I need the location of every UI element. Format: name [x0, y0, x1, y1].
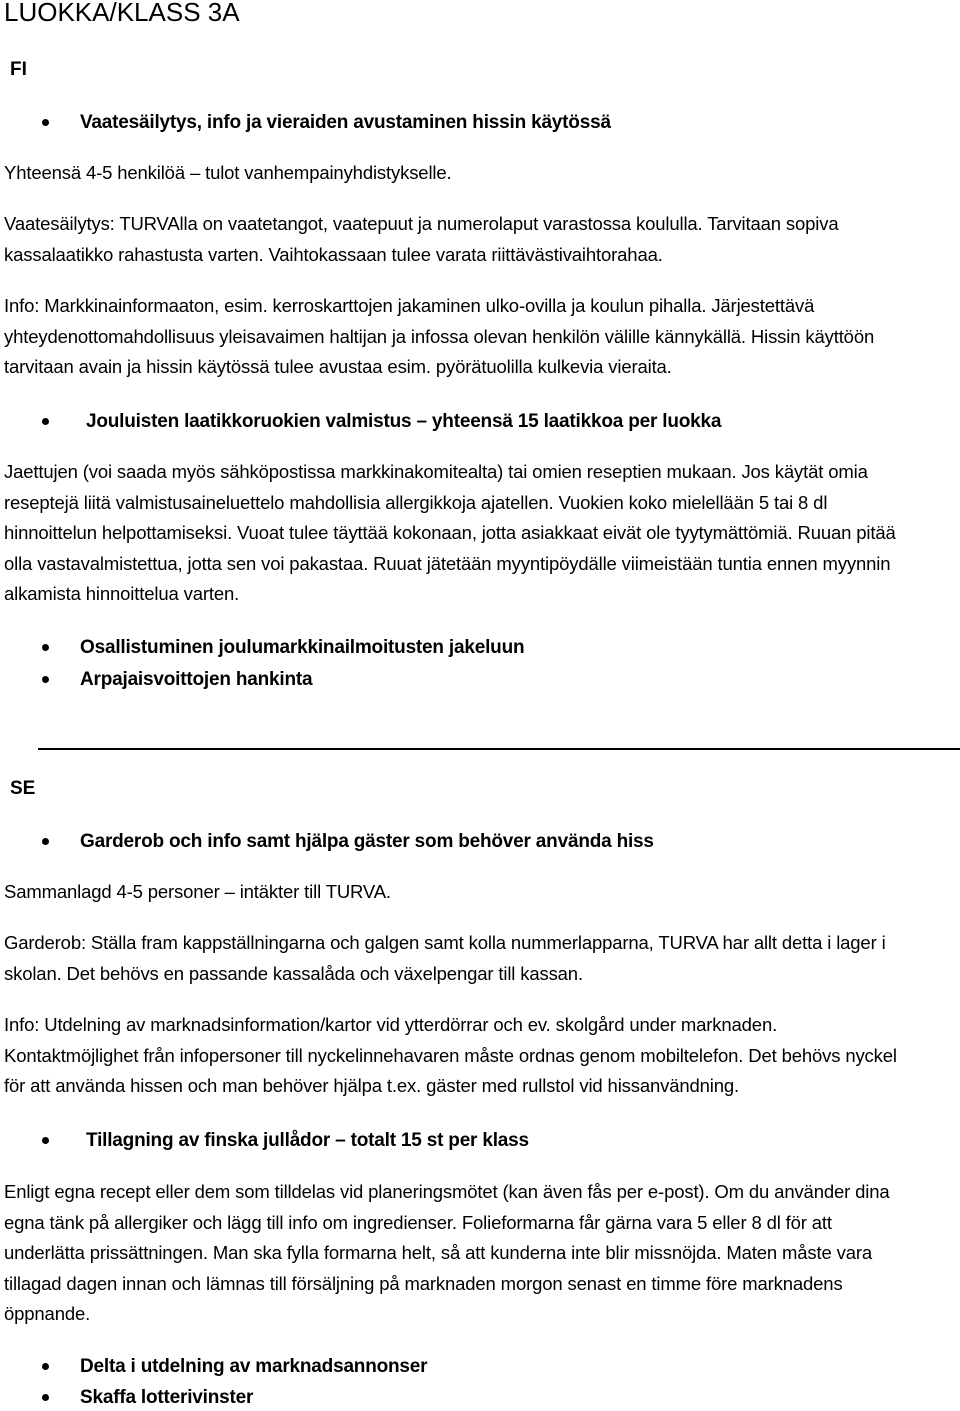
- text-line: Yhteensä 4-5 henkilöä – tulot vanhempainyhdistykselle.: [4, 162, 452, 183]
- text-line: skolan. Det behövs en passande kassalåda och växelpengar till kassan.: [4, 962, 583, 984]
- text-line: Info: Utdelning av marknadsinformation/kartor vid ytterdörrar och ev. skolgård under marknaden.: [4, 1014, 778, 1035]
- bullet-icon: [42, 1137, 49, 1144]
- se-bullet-heading-3: Delta i utdelning av marknadsannonser: [80, 1356, 428, 1377]
- se-paragraph-4: [4, 1177, 956, 1330]
- text-line: tillagad dagen innan och lämnas till försäljning på marknaden morgon senast en timme före marknadens: [4, 1272, 843, 1294]
- fi-paragraph-1: [4, 158, 956, 189]
- text-line: Sammanlagd 4-5 personer – intäkter till TURVA.: [4, 881, 391, 902]
- fi-paragraph-4: [4, 457, 956, 610]
- fi-paragraph-3: [4, 291, 956, 383]
- bullet-icon: [42, 676, 49, 683]
- text-line: kassalaatikko rahastusta varten. Vaihtokassaan tulee varata riittävästivaihtorahaa.: [4, 243, 663, 265]
- section-label-se: SE: [10, 778, 36, 799]
- text-line: olla vastavalmistettua, jotta sen voi pakastaa. Ruuat jätetään myyntipöydälle viimeistään tuntia ennen myynnin: [4, 552, 891, 574]
- bullet-icon: [42, 1363, 49, 1370]
- se-paragraph-2: [4, 928, 956, 989]
- document-title: LUOKKA/KLASS 3A: [4, 0, 240, 27]
- text-line: Info: Markkinainformaaton, esim. kerroskarttojen jakaminen ulko-ovilla ja koulun pihalla. Järjestettävä: [4, 295, 815, 316]
- section-label-fi: FI: [10, 59, 27, 80]
- text-line: underlätta prissättningen. Man ska fylla formarna helt, så att kunderna inte blir missnöjda. Maten måste vara: [4, 1242, 872, 1263]
- text-line: för att använda hissen och man behöver hjälpa t.ex. gäster med rullstol vid hissanvändning.: [4, 1075, 740, 1096]
- se-paragraph-3: [4, 1010, 956, 1102]
- se-bullet-heading-1: Garderob och info samt hjälpa gäster som behöver använda hiss: [80, 831, 654, 852]
- text-line: Vaatesäilytys: TURVAlla on vaatetangot, vaatepuut ja numerolaput varastossa koululla. Tarvitaan sopiva: [4, 213, 839, 234]
- text-line: öppnande.: [4, 1303, 91, 1324]
- text-line: alkamista hinnoittelua varten.: [4, 583, 240, 604]
- section-divider: [38, 748, 960, 750]
- fi-bullet-heading-2: Jouluisten laatikkoruokien valmistus – yhteensä 15 laatikkoa per luokka: [86, 411, 722, 432]
- text-line: Jaettujen (voi saada myös sähköpostissa markkinakomitealta) tai omien reseptien mukaan. Jos käytät omia: [4, 461, 868, 482]
- bullet-icon: [42, 838, 49, 845]
- text-line: hinnoittelun helpottamiseksi. Vuoat tulee täyttää kokonaan, jotta asiakkaat eivät ole tyytymättömiä. Ruuan pitää: [4, 522, 896, 543]
- se-paragraph-1: [4, 877, 956, 908]
- bullet-icon: [42, 119, 49, 126]
- text-line: Kontaktmöjlighet från infopersoner till nyckelinnehavaren måste ordnas genom mobiltelefon. Det behövs nyckel: [4, 1044, 897, 1066]
- fi-bullet-heading-1: Vaatesäilytys, info ja vieraiden avustaminen hissin käytössä: [80, 112, 611, 133]
- text-line: tarvitaan avain ja hissin käytössä tulee avustaa esim. pyörätuolilla kulkevia vieraita.: [4, 356, 672, 377]
- text-line: egna tänk på allergiker och lägg till info om ingredienser. Folieformarna får gärna vara 5 eller 8 dl för att: [4, 1211, 832, 1233]
- se-bullet-heading-2: Tillagning av finska jullådor – totalt 15 st per klass: [86, 1130, 529, 1151]
- fi-paragraph-2: [4, 209, 956, 270]
- text-line: reseptejä liitä valmistusaineluettelo mahdollisia allergikkoja ajatellen. Vuokien koko mielellään 5 tai 8 dl: [4, 491, 828, 513]
- fi-bullet-heading-3: Osallistuminen joulumarkkinailmoitusten jakeluun: [80, 637, 525, 658]
- fi-bullet-heading-4: Arpajaisvoittojen hankinta: [80, 669, 313, 690]
- bullet-icon: [42, 644, 49, 651]
- se-bullet-heading-4: Skaffa lotterivinster: [80, 1387, 254, 1408]
- bullet-icon: [42, 1394, 49, 1401]
- text-line: Garderob: Ställa fram kappställningarna och galgen samt kolla nummerlapparna, TURVA har allt detta i lager i: [4, 932, 886, 953]
- text-line: yhteydenottomahdollisuus yleisavaimen haltijan ja infossa olevan henkilön välille kännykällä. Hissin käyttöön: [4, 325, 875, 347]
- text-line: Enligt egna recept eller dem som tilldelas vid planeringsmötet (kan även fås per e-post). Om du använder dina: [4, 1181, 890, 1202]
- bullet-icon: [42, 418, 49, 425]
